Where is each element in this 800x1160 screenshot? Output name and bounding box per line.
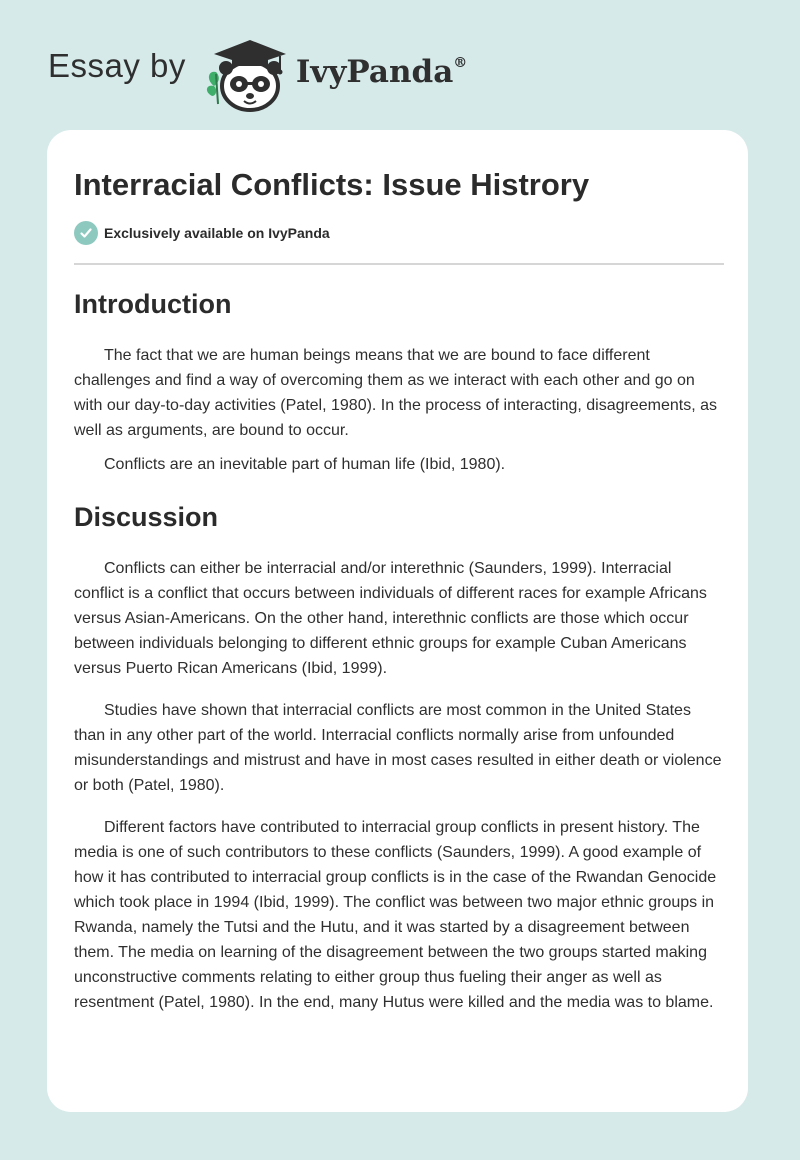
essay-content [74,166,724,1015]
check-icon [74,221,98,245]
brand-name[interactable] [296,54,467,90]
brand-text: IvyPanda [295,54,454,90]
panda-graduate-logo-icon[interactable] [200,34,296,114]
registered-mark: ® [453,54,468,71]
section-heading-discussion: Discussion [74,502,219,532]
exclusive-badge [74,218,724,248]
site-header [48,34,467,114]
paragraph: Studies have shown that interracial conflicts are most common in the United States than in any other part of the world. Interracial conflicts normally arise from unfounded misunderstandings and mistrust and have in most cases resulted in either death or violence or both (Patel, 1980). [74,702,722,794]
essay-card [47,130,748,1112]
exclusive-label: Exclusively available on IvyPanda [104,225,330,241]
paragraph: Conflicts can either be interracial and/or interethnic (Saunders, 1999). Interracial conflict is a conflict that occurs between individuals of different races for example Africans versus Asian-Americans. On the other hand, interethnic conflicts are those which occur between individuals belonging to different ethnic groups for example Cuban Americans versus Puerto Rican Americans (Ibid, 1999). [74,560,707,677]
title-divider [74,263,724,265]
paragraph: Different factors have contributed to interracial group conflicts in present history. The media is one of such contributors to these conflicts (Saunders, 1999). A good example of how it has contributed to interracial group conflicts is in the case of the Rwandan Genocide which took place in 1994 (Ibid, 1999). The conflict was between two major ethnic groups in Rwanda, namely the Tutsi and the Hutu, and it was started by a disagreement between them. The media on learning of the disagreement between the two groups started making unconstructive comments relating to either group thus fueling their anger as well as resentment (Patel, 1980). In the end, many Hutus were killed and the media was to blame. [74,819,717,1011]
essay-title: Interracial Conflicts: Issue Histrory [74,167,590,202]
paragraph: The fact that we are human beings means that we are bound to face different challenges and find a way of overcoming them as we interact with each other and go on with our day-to-day activities (Patel, 1980). In the process of interacting, disagreements, as well as arguments, are bound to occur. [74,347,717,439]
paragraph: Conflicts are an inevitable part of human life (Ibid, 1980). [104,456,506,473]
essay-by-label: Essay by [48,47,186,84]
section-heading-introduction: Introduction [74,289,232,319]
